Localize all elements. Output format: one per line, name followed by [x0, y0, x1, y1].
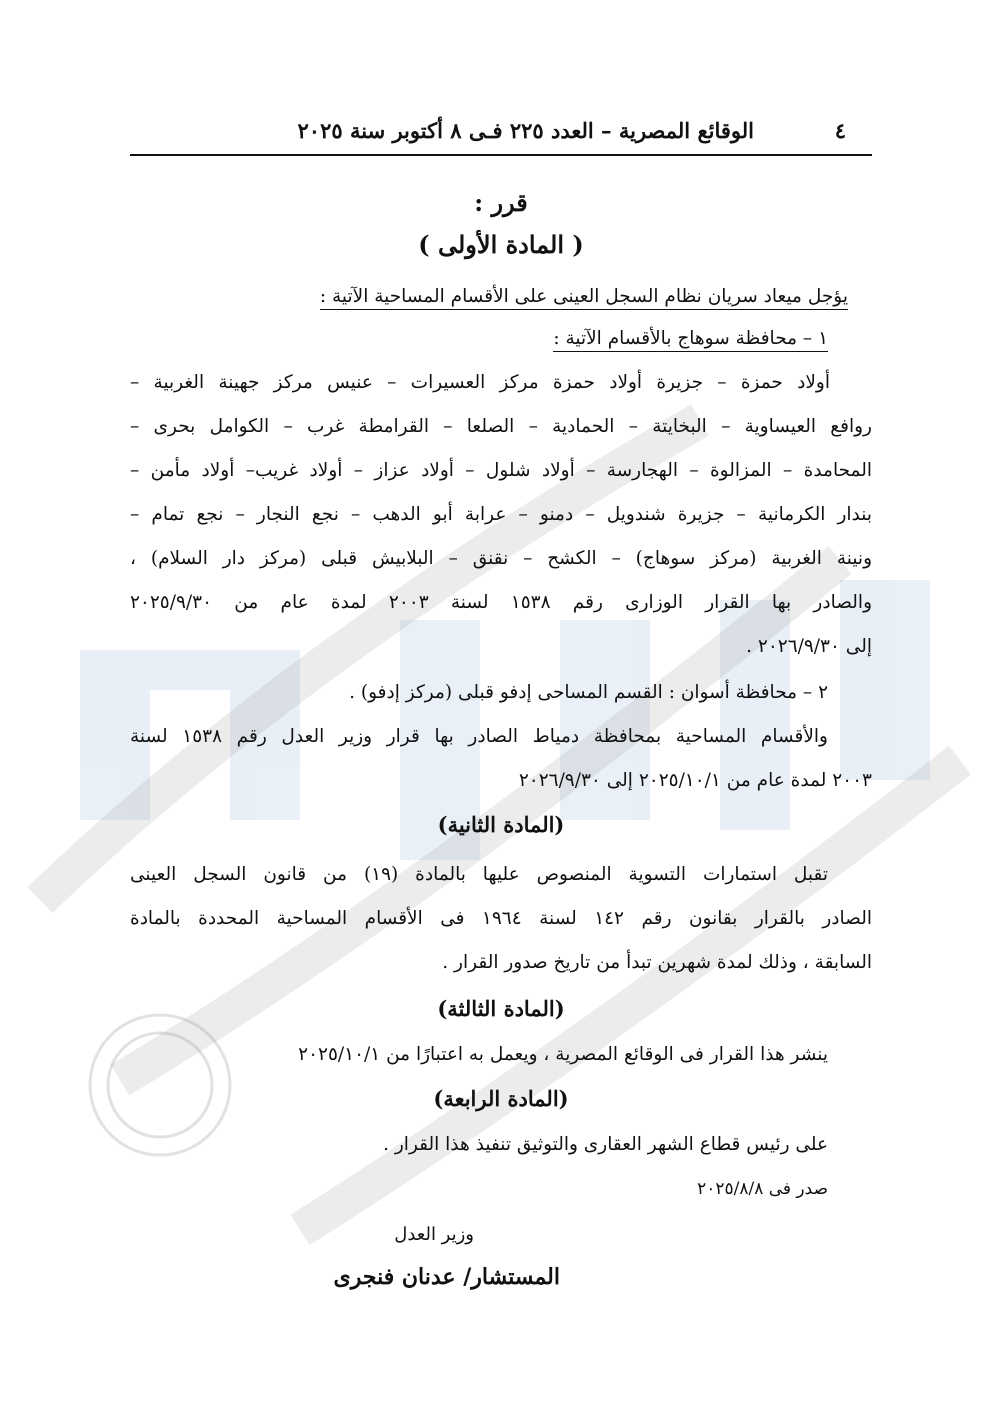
article-3-heading: (المادة الثالثة)	[437, 996, 565, 1021]
item-1-line: بندار الكرمانية – جزيرة شندويل – دمنو – عرابة أبو الدهب – نجع النجار – نجع تمام –	[130, 504, 872, 525]
article-2-line: السابقة ، وذلك لمدة شهرين تبدأ من تاريخ صدور القرار .	[442, 952, 872, 973]
page-header	[130, 114, 872, 156]
damietta-line: والأقسام المساحية بمحافظة دمياط الصادر بها قرار وزير العدل رقم ١٥٣٨ لسنة	[130, 726, 828, 747]
article-4-heading: (المادة الرابعة)	[433, 1086, 569, 1111]
article-2-line: تقبل استمارات التسوية المنصوص عليها بالمادة (١٩) من قانون السجل العينى	[130, 864, 829, 885]
item-1-title-text: ١ – محافظة سوهاج بالأقسام الآتية :	[553, 328, 828, 352]
article-1-intro-text: يؤجل ميعاد سريان نظام السجل العينى على الأقسام المساحية الآتية :	[320, 286, 848, 310]
article-3-text: ينشر هذا القرار فى الوقائع المصرية ، ويعمل به اعتبارًا من ٢٠٢٥/١٠/١	[298, 1044, 828, 1065]
issued-date: صدر فى ٢٠٢٥/٨/٨	[697, 1179, 828, 1199]
item-1-title	[553, 326, 828, 352]
item-2-aswan: ٢ – محافظة أسوان : القسم المساحى إدفو قبلى (مركز إدفو) .	[349, 682, 828, 703]
article-4-text: على رئيس قطاع الشهر العقارى والتوثيق تنفيذ هذا القرار .	[383, 1134, 828, 1155]
page-number: ٤	[834, 118, 846, 143]
item-1-line: والصادر بها القرار الوزارى رقم ١٥٣٨ لسنة ٢٠٠٣ لمدة عام من ٢٠٢٥/٩/٣٠	[130, 592, 872, 613]
gazette-issue-title: الوقائع المصرية – العدد ٢٢٥ فـى ٨ أكتوبر سنة ٢٠٢٥	[297, 118, 754, 143]
article-2-line: الصادر بالقرار بقانون رقم ١٤٢ لسنة ١٩٦٤ فى الأقسام المساحية المحددة بالمادة	[130, 908, 872, 929]
article-1-heading: ( المادة الأولى )	[418, 230, 584, 259]
item-1-line: المحامدة – المزالوة – الهجارسة – أولاد شلول – أولاد عزاز – أولاد غريب– أولاد مأمن –	[130, 460, 872, 481]
signatory-name: المستشار/ عدنان فنجرى	[333, 1264, 560, 1290]
signatory-title: وزير العدل	[394, 1224, 474, 1245]
item-1-line: ونينة الغربية (مركز سوهاج) – الكشح – نقنق – البلابيش قبلى (مركز دار السلام) ،	[130, 548, 872, 569]
damietta-line: ٢٠٠٣ لمدة عام من ٢٠٢٥/١٠/١ إلى ٢٠٢٦/٩/٣٠	[518, 770, 872, 791]
article-1-intro	[320, 284, 848, 310]
item-1-line: أولاد حمزة – جزيرة أولاد حمزة مركز العسيرات – عنيس مركز جهينة الغربية –	[130, 372, 830, 393]
decided-heading: قرر :	[474, 188, 528, 217]
article-2-heading: (المادة الثانية)	[437, 812, 565, 837]
item-1-line: إلى ٢٠٢٦/٩/٣٠ .	[746, 636, 872, 657]
item-1-line: روافع العيساوية – البخايتة – الحمادية – الصلعا – القرامطة غرب – الكوامل بحرى –	[130, 416, 872, 437]
